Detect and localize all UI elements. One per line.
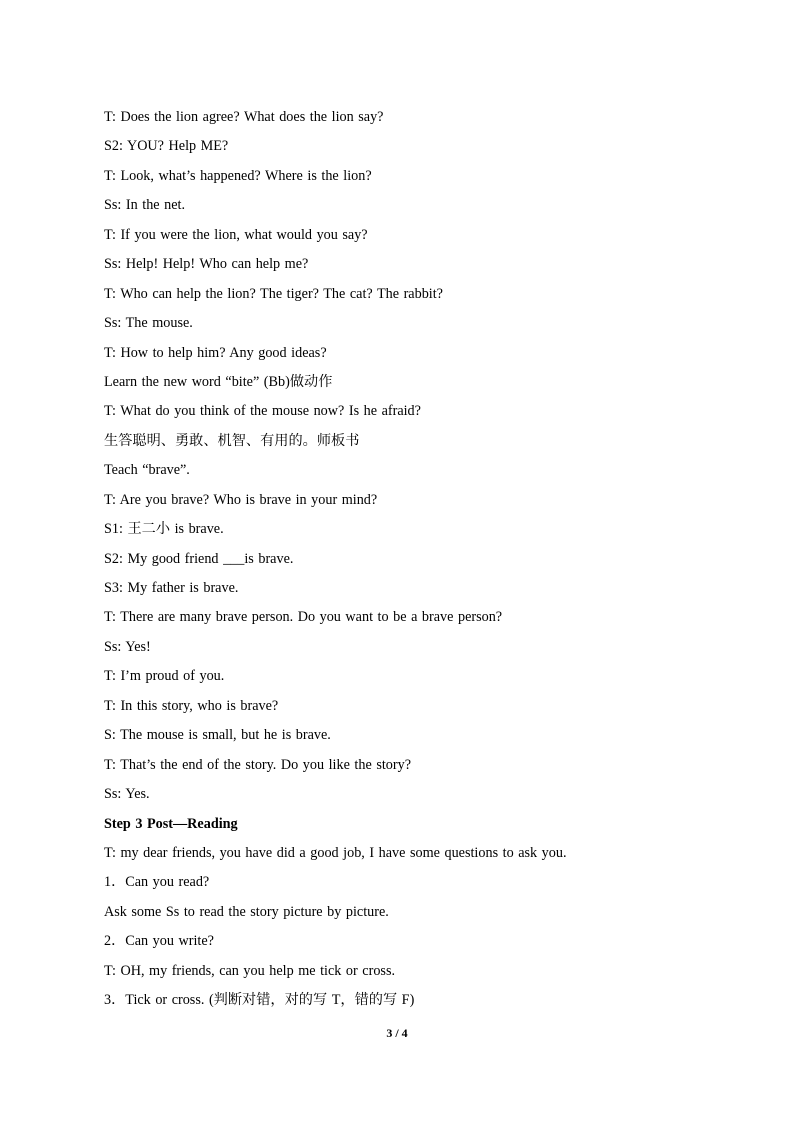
text-line: 1．Can you read? [104,874,210,891]
text-line: S3: My father is brave. [104,580,239,596]
text-line: T: Are you brave? Who is brave in your mind? [104,491,378,508]
text-line: 2．Can you write? [104,933,214,950]
text-line: Ss: In the net. [104,197,186,214]
text-line: Ss: Help! Help! Who can help me? [104,256,309,273]
text-line: Ask some Ss to read the story picture by picture. [104,903,389,920]
page-number: 3 / 4 [386,1026,408,1040]
text-line: S1: 王二小 is brave. [104,521,224,538]
text-line: T: There are many brave person. Do you want to be a brave person? [104,609,503,626]
text-line: T: I’m proud of you. [104,668,225,685]
text-line: Teach “brave”. [104,462,190,479]
text-line: Ss: Yes! [104,638,151,655]
text-line: 生答聪明、勇敢、机智、有用的。师板书 [104,432,360,449]
text-line: S: The mouse is small, but he is brave. [104,727,331,744]
text-line: S2: My good friend ___is brave. [104,550,294,567]
section-heading: Step 3 Post—Reading [104,815,238,832]
text-line: T: Look, what’s happened? Where is the lion? [104,167,372,184]
text-line: T: my dear friends, you have did a good job, I have some questions to ask you. [104,844,567,861]
text-line: T: In this story, who is brave? [104,697,279,714]
text-line: T: How to help him? Any good ideas? [104,344,327,361]
document-body [104,103,704,1016]
text-line: T: OH, my friends, can you help me tick or cross. [104,962,396,979]
text-line: Learn the new word “bite” (Bb)做动作 [104,373,333,390]
text-line: Ss: Yes. [104,786,150,803]
text-line: 3．Tick or cross. (判断对错，对的写 T，错的写 F) [104,992,415,1009]
text-line: T: If you were the lion, what would you say? [104,226,368,243]
text-line: S2: YOU? Help ME? [104,138,229,155]
text-line: T: Does the lion agree? What does the lion say? [104,109,384,125]
text-line: T: Who can help the lion? The tiger? The cat? The rabbit? [104,285,443,302]
text-line: T: What do you think of the mouse now? Is he afraid? [104,403,421,420]
text-line: T: That’s the end of the story. Do you like the story? [104,756,411,773]
text-line: Ss: The mouse. [104,315,193,332]
